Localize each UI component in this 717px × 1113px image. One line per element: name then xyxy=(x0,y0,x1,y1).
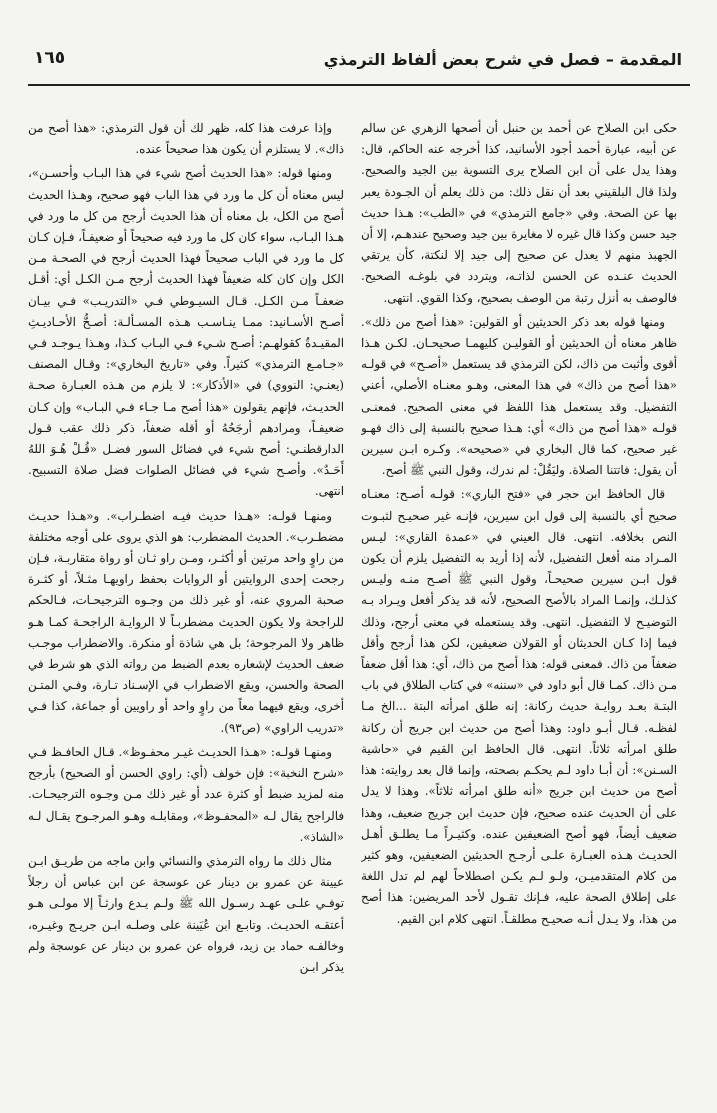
paragraph: ومنها قوله: «هذا الحديث أصح شيء في هذا البـاب وأحسـن»، ليس معناه أن كل ما ورد في هذا الباب فهو صحيح، وهـذا الحديث أصح من الكل، بل معناه أن هذا الحديث أرجح من كل ما ورد في هـذا البـاب، سواء كان كل ما ورد فيه صحيحاً أو ضعيفـاً، فـإن كـان كل ما ورد في الباب صحيحاً فهذا الحديث أرجح في الصحـة مـن الكل وإن كان كله ضعيفاً فهذا الحديث أرجح مـن الكـل أي: أقـل ضعفـاً مـن الكـل. قـال السيـوطي فـي «التدريـب» فـي بيـان أصـح الأسـانيد: ممـا ينـاسـب هـذه المسـألـة: أصـحُّ الأحـاديـثِ المقيـدةُ كقولهـم: أصـح شـيء فـي البـاب كـذا، وهـذا يـوجـد فـي «جـامـع الترمذي» كثيراً. وفي «تاريخ البخاري»: وقـال المصنف (يعنـي: النووي) في «الأذكار»: لا يلزم من هـذه العبـارة صحـة الحديـث، فإنهم يقولون «هذا أصح مـا جـاء فـي البـاب» وإن كـان ضعيفـاً، ومرادهم أرجَحُهُ أو أقله ضعفاً، ذكر ذلك عقب قـول الدارقطنـي: أصح شيء في فضائل السور فضـل «قُـلْ هُـوَ اللهُ أَحَـدٌ». وأصـح شيء في فضائل الصلوات فضل صلاة التسبيح. انتهى. xyxy=(28,166,344,499)
paragraph: ومنها قوله بعد ذكر الحديثين أو القولين: «هذا أصح من ذلك». ظاهر معناه أن الحديثين أو القوليـن كليهمـا صحيحـان. لكـن هـذا أقوى وأثبت من ذاك، لكن الترمذي قد يستعمل «أصـح» في قولـه «هذا أصح من ذاك» في هذا المعنى، وهـو معنـاه الأصلي، أعني التفضيل. وقد يستعمل هذا اللفظ في معنى الصحيح. فمعنـى قولـه «هذا أصح من ذاك» أي: هـذا صحيح بالنسبة إلى ذاك فهـو غير صحيح، كما قال البخاري في «صحيحه». وكـره ابـن سيرين أن يقول: فاتتنا الصلاة. وليَقُلْ: لم ندرك، وقول النبي ﷺ أصح. xyxy=(361,314,677,478)
paragraph: قال الحافظ ابن حجر في «فتح الباري»: قولـه أصـح: معنـاه صحيح أي بالنسبة إلى قول ابن سيرين، فإنـه غير صحيـح لثبـوت النص بخلافه. انتهى. قال العيني في «عمدة القاري»: ليـس المـراد منه أفعل التفضيل، لأنه إذا أريد به التفضيل يلزم أن يكون قول ابـن سيرين صحيحـاً، وقول النبي ﷺ أصـح منـه وليـس كذلـك، وإنمـا المراد بالأصح الصحيح، لأنه قد يذكر أفعل ويـراد بـه التوضيـح لا التفضيل. انتهى. وقد يستعمله في معنى أرجح، وذلك فيما إذا كـان الحديثان أو القولان ضعيفين، لكن هذا أرجح وأقل ضعفاً من ذاك. فمعنى قوله: هذا أصح من ذاك، أي: هذا أقل ضعفاً مـن ذاك. كمـا قال أبو داود في «سننه» في كتاب الطلاق في باب البتـة بعـد روايـة حديث ركانة: إنه طلق امرأته البتة ...الخ مـا لفظـه. قـال أبـو داود: وهذا أصح من حديث ابن جريج أن ركانة طلق امرأته ثلاثاً. انتهى. قال الحافظ ابن القيم في «حاشية السـنن»: أن أبـا داود لـم يحكـم بصحته، وإنما قال بعد روايته: هذا أصح من حديث ابن جريج «أنه طلق امرأته ثلاثاً». وهذا لا يدل على أن الحديث عنده صحيح، فإن حديث ابن جريج ضعيف، وهذا ضعيف أيضاً، فهو أصح الضعيفين عنده. وكثيـراً مـا يطلـق أهـل الحديـث هـذه العبـارة علـى أرجـح الحديثين الضعيفين، وهو كثير من كلام المتقدميـن، ولـو لـم يكـن اصطلاحاً لهم لم تدل اللغة على إطلاق الصحة عليه، فـإنك تقـول لأحد المريضين: هذا أصح من هذا، ولا يـدل أنـه صحيـح مطلقـاً. انتهى كلام ابن القيم. xyxy=(361,487,677,926)
paragraph: وإذا عرفت هذا كله، ظهر لك أن قول الترمذي: «هذا أصح من ذاك». لا يستلزم أن يكون هذا صحيحاً عنده. xyxy=(28,121,344,157)
chapter-title: المقدمة – فصل في شرح بعض ألفاظ الترمذي xyxy=(323,50,682,69)
running-header xyxy=(28,40,690,86)
right-column xyxy=(361,118,677,1090)
paragraph: مثال ذلك ما رواه الترمذي والنسائي وابن ماجه من طريـق ابـن عيينة عن عمرو بن دينار عن عوسجة عن ابن عباس أن رجلاً توفـي علـى عهـد رسـول الله ﷺ ولـم يـدع وارثـاً إلا مولـى هـو أعتقـه الحديـث. وتابـع ابن عُيَينة على وصلـه ابـن جريـج وغيـره، وخالفـه حماد بن زيد، فرواه عن عمرو بن دينار عن عوسجة ولم يذكر ابـن xyxy=(28,853,344,974)
paragraph: حكى ابن الصلاح عن أحمد بن حنبل أن أصحها الزهري عن سالم عن أبيه، عبارة أحمد أجود الأسانيد، كذا أخرجه عنه الحاكم، قال: وهذا يدل على أن ابن الصلاح يرى التسوية بين الجيد والصحيح. ولذا قال البلقيني بعد أن نقل ذلك: من ذلك يعلم أن الجـودة يعبر بها عن الصحة. وفي «جامع الترمذي» في «الطب»: هـذا حديث جيد حسن وكذا قال غيره لا مغايرة بين جيد وصحيح عندهـم، إلا أن الجهبذ منهم لا يعدل عن صحيح إلى جيد إلا لنكتة، كأن يرتقي الحديث عنـده عن الحسن لذاتـه، ويتردد في بلوغـه الصحيح. فالوصف به أنزل رتبة من الوصف بصحيح، وكذا القوي. انتهى. xyxy=(361,121,677,305)
paragraph: ومنهـا قولـه: «هـذا حديث فيـه اضطـراب». و«هـذا حديـث مضطـرب». الحديث المضطرب: هو الذي يروى على أوجه مختلفة من راوٍ واحد مرتين أو أكثـر، ومـن راو ثـان أو رواة متقاربـة، فـإن رجحت إحدى الروايتين أو الروايات بحفظ راويهـا مثـلاً، أو كثـرة صحبة المروي عنه، أو غير ذلك من وجـوه الترجيحـات، فـالحكم للراجحة ولا يكون الحديث مضطربـاً لا الروايـة الراجحـة كمـا هـو ظاهر ولا المرجوحة؛ بل هي شاذة أو منكرة. والاضطراب موجـب ضعف الحديث لإشعاره بعدم الضبط من رواته الذي هو شرط في الصحة والحسن، ويقع الاضطراب في الإسـناد تـارة، وفـي المتـن أخرى، ويقع فيهما معاً من راوٍ واحد أو راويين أو جماعة، كذا فـي «تدريب الراوي» (ص٩٣). xyxy=(28,508,344,735)
paragraph: ومنهـا قولـه: «هـذا الحديـث غيـر محفـوظ». قـال الحافـظ فـي «شرح النخبة»: فإن خولف (أي: راوي الحسن أو الصحيح) بأرجح منه لمزيد ضبط أو كثرة عدد أو غير ذلك مـن وجـوه الترجيحـات. فالراجح يقال لـه «المحفـوظ»، ومقابلـه وهـو المرجـوح يقـال لـه «الشاذ». xyxy=(28,744,344,844)
page-number: ١٦٥ xyxy=(34,48,66,68)
left-column xyxy=(28,118,344,1090)
